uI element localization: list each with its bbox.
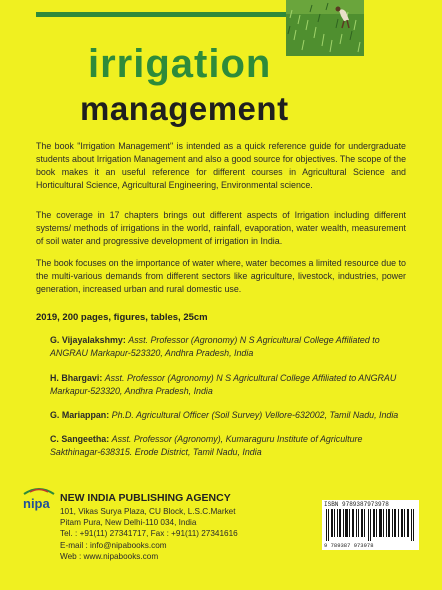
author-entry — [50, 433, 400, 459]
publication-info: 2019, 200 pages, figures, tables, 25cm — [36, 312, 208, 323]
description-paragraph-3: The book focuses on the importance of water where, water becomes a limited resource due to the multi-various demands from different sectors like agriculture, livestock, industries, power generation, increased urban and rural domestic use. — [36, 258, 406, 294]
book-title-line2: management — [80, 90, 289, 127]
description-paragraph-1: The book "Irrigation Management" is intended as a quick reference guide for undergraduate students about Irrigation Management and also a good source for objectives. The scope of the book makes it an useful reference for different courses in Agricultural Science and Horticultural Science, Agricultural Engineering, Environmental science. — [36, 141, 406, 190]
publisher-address-line2: Pitam Pura, New Delhi-110 034, India — [60, 518, 197, 527]
author-affiliation: Asst. Professor (Agronomy) N S Agricultural College Affiliated to ANGRAU Markapur-523320, Andhra Pradesh, India — [50, 373, 397, 396]
book-title-line1: irrigation — [88, 42, 272, 86]
publisher-email: E-mail : info@nipabooks.com — [60, 541, 167, 550]
paddy-field-photo — [286, 0, 364, 56]
author-entry — [50, 334, 400, 360]
publisher-website: Web : www.nipabooks.com — [60, 552, 159, 561]
publisher-name: NEW INDIA PUBLISHING AGENCY — [60, 492, 231, 504]
author-entry — [50, 409, 400, 422]
author-name: G. Vijayalakshmy: — [50, 335, 126, 345]
publisher-address-line1: 101, Vikas Surya Plaza, CU Block, L.S.C.Market — [60, 507, 236, 516]
top-accent-bar — [36, 12, 286, 17]
author-affiliation: Asst. Professor (Agronomy), Kumaraguru Institute of Agriculture Sakthinagar-638315. Erode District, Tamil Nadu, India — [50, 434, 363, 457]
logo-text: nipa — [23, 496, 50, 511]
description-paragraph-2: The coverage in 17 chapters brings out different aspects of Irrigation including different systems/ methods of irrigations in the world, rainfall, evaporation, water wealth, measurement of soil water and progressive development of irrigation in India. — [36, 210, 406, 246]
publisher-phone: Tel. : +91(11) 27341717, Fax : +91(11) 27341616 — [60, 529, 238, 538]
isbn-label: ISBN 9789387973978 — [324, 501, 389, 508]
author-affiliation: Ph.D. Agricultural Officer (Soil Survey) Vellore-632002, Tamil Nadu, India — [111, 410, 399, 420]
author-name: G. Mariappan: — [50, 410, 110, 420]
barcode-digits: 9 789387 973978 — [324, 542, 374, 549]
isbn-barcode — [322, 500, 419, 550]
author-affiliation: Asst. Professor (Agronomy) N S Agricultural College Affiliated to ANGRAU Markapur-523320, Andhra Pradesh, India — [50, 335, 380, 358]
author-entry — [50, 372, 400, 398]
author-name: H. Bhargavi: — [50, 373, 103, 383]
author-name: C. Sangeetha: — [50, 434, 110, 444]
barcode-bars — [326, 509, 415, 541]
nipa-logo — [20, 486, 58, 514]
